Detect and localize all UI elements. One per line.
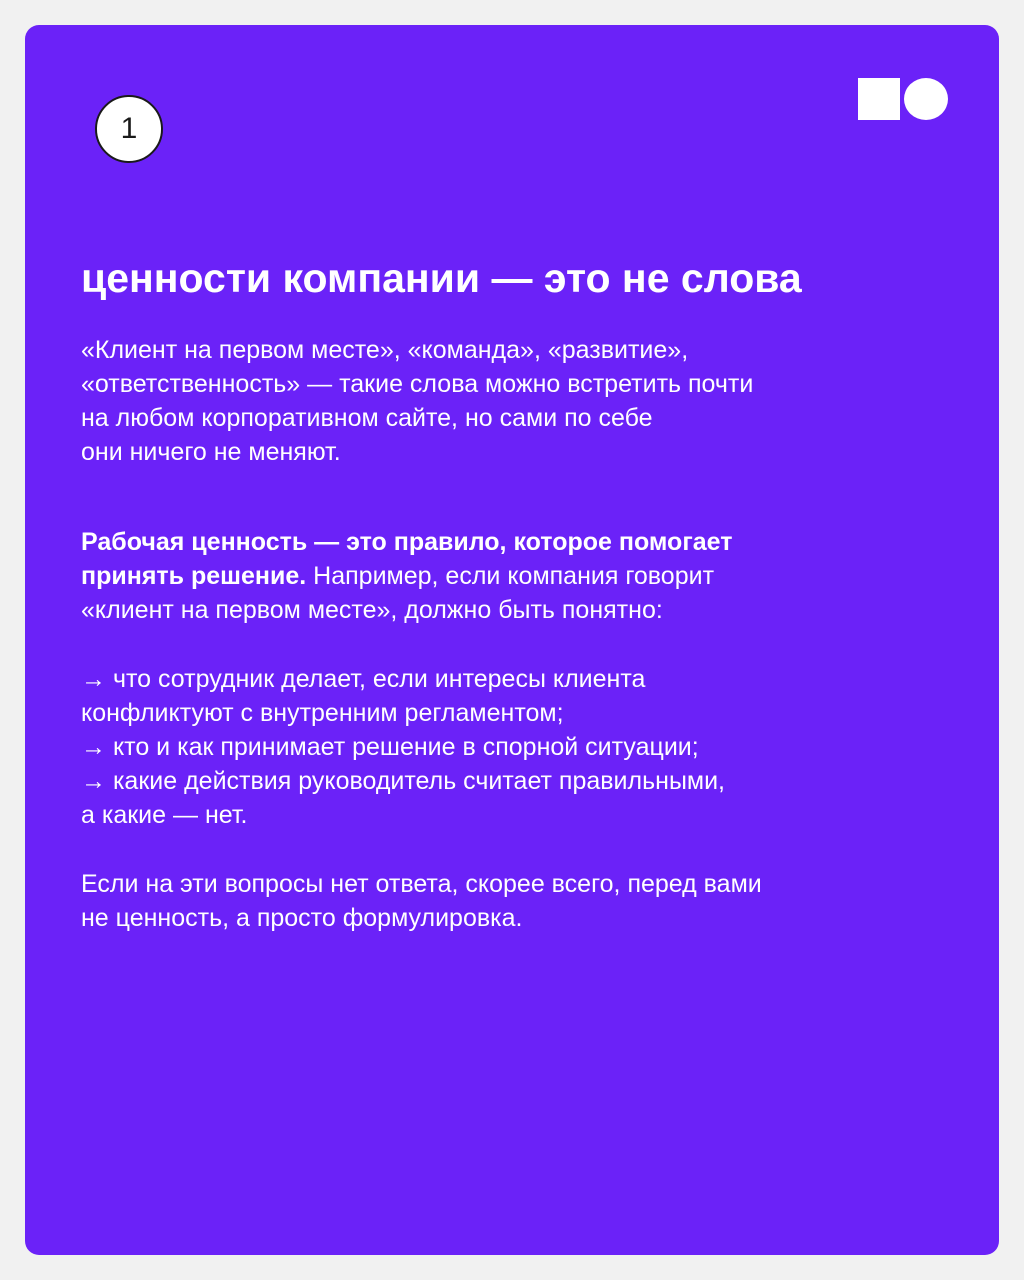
- logo-square: [858, 78, 900, 120]
- conclusion-paragraph: [81, 867, 961, 935]
- intro-paragraph: [81, 333, 961, 469]
- intro-line: на любом корпоративном сайте, но сами по себе: [81, 404, 653, 432]
- slide-card: [25, 25, 999, 1255]
- definition-bold: принять решение.: [81, 562, 307, 590]
- intro-line: «Клиент на первом месте», «команда», «развитие»,: [81, 336, 689, 364]
- intro-line: они ничего не меняют.: [81, 438, 341, 466]
- conclusion-line: не ценность, а просто формулировка.: [81, 904, 523, 932]
- criteria-list: [81, 662, 961, 832]
- list-item: конфликтуют с внутренним регламентом;: [81, 699, 564, 727]
- list-item: → что сотрудник делает, если интересы клиента: [81, 665, 646, 693]
- definition-line: [81, 525, 961, 559]
- slide-number: 1: [120, 112, 138, 145]
- definition-paragraph: [81, 525, 961, 627]
- logo-icon: [858, 78, 948, 120]
- definition-bold: Рабочая ценность — это правило, которое помогает: [81, 528, 733, 556]
- list-item: → кто и как принимает решение в спорной ситуации;: [81, 733, 699, 761]
- slide-number-badge: [95, 95, 163, 163]
- list-item: а какие — нет.: [81, 801, 248, 829]
- conclusion-line: Если на эти вопросы нет ответа, скорее всего, перед вами: [81, 870, 762, 898]
- list-item: → какие действия руководитель считает правильными,: [81, 767, 726, 795]
- slide-title: ценности компании — это не слова: [81, 255, 802, 301]
- definition-line: «клиент на первом месте», должно быть понятно:: [81, 596, 663, 624]
- definition-line: [81, 559, 961, 593]
- definition-text: Например, если компания говорит: [306, 562, 715, 590]
- intro-line: «ответственность» — такие слова можно встретить почти: [81, 370, 754, 398]
- logo-circle: [904, 78, 948, 120]
